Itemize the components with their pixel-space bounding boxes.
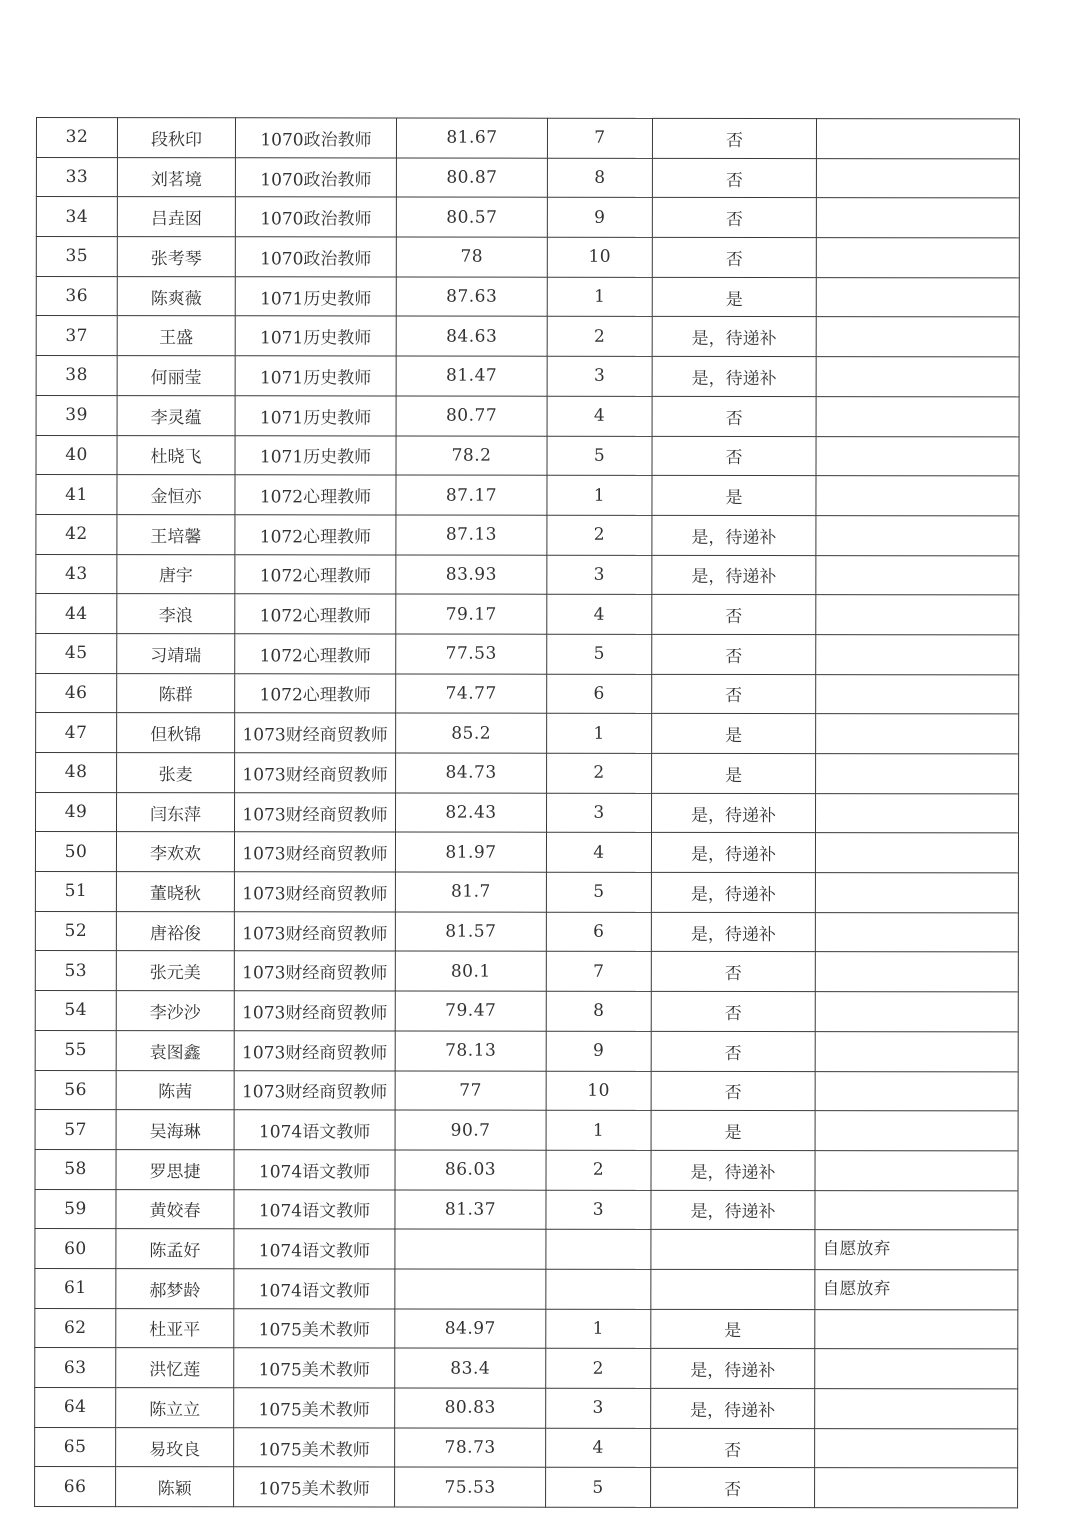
cell-interview-status: 是 bbox=[652, 476, 816, 516]
cell-remark bbox=[816, 357, 1019, 397]
cell-position: 1072心理教师 bbox=[235, 594, 396, 634]
cell-remark bbox=[816, 436, 1019, 476]
cell-score: 80.83 bbox=[395, 1388, 546, 1428]
cell-rank: 3 bbox=[546, 1388, 651, 1428]
cell-interview-status: 是，待递补 bbox=[651, 912, 815, 952]
cell-interview-status bbox=[651, 1269, 815, 1309]
cell-rank: 7 bbox=[547, 118, 652, 158]
cell-score: 78.2 bbox=[396, 436, 547, 476]
cell-score: 80.77 bbox=[396, 396, 547, 436]
cell-name: 陈爽薇 bbox=[117, 276, 235, 316]
cell-remark bbox=[815, 1428, 1018, 1468]
cell-interview-status: 否 bbox=[651, 991, 815, 1031]
cell-interview-status: 否 bbox=[652, 436, 816, 476]
cell-remark bbox=[815, 1309, 1018, 1349]
cell-rank bbox=[546, 1229, 651, 1269]
cell-name: 金恒亦 bbox=[117, 475, 235, 515]
cell-position: 1073财经商贸教师 bbox=[234, 991, 395, 1031]
table-row bbox=[35, 1268, 1018, 1309]
cell-interview-status: 是，待递补 bbox=[651, 833, 815, 873]
cell-position: 1073财经商贸教师 bbox=[235, 792, 396, 832]
cell-score: 83.4 bbox=[395, 1348, 546, 1388]
cell-position: 1072心理教师 bbox=[235, 554, 396, 594]
cell-number: 33 bbox=[36, 157, 117, 197]
cell-remark bbox=[815, 1349, 1018, 1389]
cell-remark bbox=[816, 555, 1019, 595]
cell-number: 41 bbox=[36, 475, 117, 515]
table-row bbox=[35, 1387, 1018, 1428]
cell-remark bbox=[815, 912, 1018, 952]
results-table bbox=[34, 117, 1020, 1508]
cell-remark bbox=[816, 793, 1019, 833]
cell-score: 74.77 bbox=[396, 674, 547, 714]
cell-position: 1075美术教师 bbox=[234, 1427, 395, 1467]
table-row bbox=[36, 276, 1019, 317]
cell-name: 王培馨 bbox=[117, 514, 235, 554]
cell-number: 35 bbox=[36, 237, 117, 277]
cell-interview-status: 是，待递补 bbox=[652, 356, 816, 396]
cell-name: 陈立立 bbox=[116, 1388, 234, 1428]
cell-remark bbox=[815, 1111, 1018, 1151]
cell-name: 张元美 bbox=[116, 951, 234, 991]
cell-position: 1070政治教师 bbox=[235, 237, 396, 277]
table-row bbox=[35, 872, 1018, 913]
cell-number: 62 bbox=[35, 1308, 116, 1348]
cell-interview-status: 否 bbox=[652, 198, 816, 238]
cell-rank: 6 bbox=[547, 674, 652, 714]
cell-position: 1071历史教师 bbox=[235, 356, 396, 396]
cell-score: 84.73 bbox=[396, 753, 547, 793]
cell-remark bbox=[816, 158, 1019, 198]
cell-position: 1072心理教师 bbox=[235, 475, 396, 515]
cell-name: 吴海琳 bbox=[116, 1110, 234, 1150]
table-row bbox=[36, 475, 1019, 516]
cell-score: 81.97 bbox=[395, 832, 546, 872]
cell-rank: 4 bbox=[546, 1428, 651, 1468]
cell-interview-status: 是，待递补 bbox=[651, 1190, 815, 1230]
cell-interview-status: 是 bbox=[651, 1111, 815, 1151]
cell-remark bbox=[815, 992, 1018, 1032]
table-row bbox=[36, 792, 1019, 833]
table-row bbox=[36, 713, 1019, 754]
cell-remark: 自愿放弃 bbox=[815, 1270, 1018, 1310]
cell-number: 34 bbox=[36, 197, 117, 237]
cell-name: 吕垚囡 bbox=[117, 197, 235, 237]
cell-interview-status bbox=[651, 1230, 815, 1270]
cell-position: 1074语文教师 bbox=[234, 1229, 395, 1269]
table-row bbox=[36, 514, 1019, 555]
table-row bbox=[35, 1427, 1018, 1468]
cell-rank: 6 bbox=[546, 912, 651, 952]
cell-interview-status: 是，待递补 bbox=[651, 1349, 815, 1389]
cell-interview-status: 是 bbox=[651, 1309, 815, 1349]
cell-name: 李灵蕴 bbox=[117, 395, 235, 435]
cell-number: 55 bbox=[35, 1030, 116, 1070]
table-row bbox=[36, 316, 1019, 357]
cell-number: 48 bbox=[36, 753, 117, 793]
table-row bbox=[35, 1308, 1018, 1349]
cell-name: 唐裕俊 bbox=[116, 911, 234, 951]
cell-number: 57 bbox=[35, 1110, 116, 1150]
cell-name: 董晓秋 bbox=[116, 872, 234, 912]
table-row bbox=[35, 1030, 1018, 1071]
cell-position: 1073财经商贸教师 bbox=[234, 872, 395, 912]
table-row bbox=[36, 594, 1019, 635]
cell-rank: 4 bbox=[547, 594, 652, 634]
cell-score: 84.63 bbox=[396, 316, 547, 356]
cell-name: 王盛 bbox=[117, 316, 235, 356]
cell-number: 43 bbox=[36, 554, 117, 594]
cell-interview-status: 是，待递补 bbox=[651, 1388, 815, 1428]
cell-name: 李欢欢 bbox=[116, 832, 234, 872]
table-row bbox=[35, 1348, 1018, 1389]
cell-score: 81.47 bbox=[396, 356, 547, 396]
cell-position: 1074语文教师 bbox=[234, 1150, 395, 1190]
cell-rank: 3 bbox=[547, 555, 652, 595]
cell-rank: 1 bbox=[546, 1309, 651, 1349]
cell-score bbox=[395, 1269, 546, 1309]
cell-number: 32 bbox=[36, 118, 117, 158]
cell-position: 1072心理教师 bbox=[235, 673, 396, 713]
cell-score: 90.7 bbox=[395, 1110, 546, 1150]
table-row bbox=[35, 1467, 1018, 1508]
cell-remark: 自愿放弃 bbox=[815, 1230, 1018, 1270]
table-row bbox=[36, 197, 1019, 238]
cell-rank: 3 bbox=[547, 356, 652, 396]
cell-interview-status: 否 bbox=[652, 396, 816, 436]
cell-name: 陈孟好 bbox=[116, 1229, 234, 1269]
cell-remark bbox=[815, 952, 1018, 992]
cell-rank: 1 bbox=[547, 277, 652, 317]
cell-number: 61 bbox=[35, 1268, 116, 1308]
table-row bbox=[36, 118, 1019, 159]
cell-number: 66 bbox=[35, 1467, 116, 1507]
cell-position: 1070政治教师 bbox=[235, 197, 396, 237]
table-row bbox=[36, 673, 1019, 714]
cell-number: 65 bbox=[35, 1427, 116, 1467]
cell-position: 1073财经商贸教师 bbox=[235, 713, 396, 753]
cell-remark bbox=[816, 238, 1019, 278]
cell-remark bbox=[815, 1190, 1018, 1230]
cell-name: 杜亚平 bbox=[116, 1308, 234, 1348]
table-row bbox=[36, 435, 1019, 476]
cell-rank: 4 bbox=[546, 833, 651, 873]
cell-score: 78.73 bbox=[395, 1428, 546, 1468]
cell-position: 1073财经商贸教师 bbox=[235, 753, 396, 793]
cell-score: 79.17 bbox=[396, 594, 547, 634]
cell-name: 陈群 bbox=[117, 673, 235, 713]
cell-score: 87.13 bbox=[396, 515, 547, 555]
cell-position: 1070政治教师 bbox=[235, 118, 396, 158]
cell-name: 洪忆莲 bbox=[116, 1348, 234, 1388]
cell-number: 38 bbox=[36, 356, 117, 396]
table-row bbox=[36, 633, 1019, 674]
cell-number: 45 bbox=[36, 633, 117, 673]
cell-position: 1070政治教师 bbox=[235, 157, 396, 197]
cell-remark bbox=[816, 515, 1019, 555]
cell-name: 李浪 bbox=[117, 594, 235, 634]
cell-interview-status: 是 bbox=[652, 753, 816, 793]
cell-remark bbox=[815, 1468, 1018, 1508]
table-row bbox=[35, 1110, 1018, 1151]
cell-score: 81.37 bbox=[395, 1190, 546, 1230]
cell-rank: 5 bbox=[547, 436, 652, 476]
cell-position: 1073财经商贸教师 bbox=[234, 832, 395, 872]
cell-rank: 5 bbox=[546, 872, 651, 912]
cell-remark bbox=[816, 714, 1019, 754]
table-row bbox=[35, 951, 1018, 992]
cell-number: 46 bbox=[36, 673, 117, 713]
cell-interview-status: 否 bbox=[651, 952, 815, 992]
cell-interview-status: 是，待递补 bbox=[652, 317, 816, 357]
cell-number: 53 bbox=[35, 951, 116, 991]
cell-name: 唐宇 bbox=[117, 554, 235, 594]
cell-score: 87.17 bbox=[396, 475, 547, 515]
cell-name: 易玫良 bbox=[116, 1427, 234, 1467]
cell-rank: 2 bbox=[546, 1349, 651, 1389]
cell-rank: 1 bbox=[546, 1110, 651, 1150]
cell-name: 杜晓飞 bbox=[117, 435, 235, 475]
cell-remark bbox=[815, 1031, 1018, 1071]
cell-rank: 3 bbox=[546, 1190, 651, 1230]
cell-number: 49 bbox=[36, 792, 117, 832]
cell-interview-status: 否 bbox=[651, 1428, 815, 1468]
cell-position: 1071历史教师 bbox=[235, 277, 396, 317]
cell-interview-status: 否 bbox=[651, 1071, 815, 1111]
cell-remark bbox=[816, 317, 1019, 357]
cell-remark bbox=[815, 873, 1018, 913]
cell-remark bbox=[815, 833, 1018, 873]
cell-name: 陈颖 bbox=[116, 1467, 234, 1507]
cell-rank: 9 bbox=[547, 198, 652, 238]
table-row bbox=[36, 753, 1019, 794]
cell-interview-status: 否 bbox=[651, 1031, 815, 1071]
cell-number: 56 bbox=[35, 1070, 116, 1110]
cell-remark bbox=[816, 476, 1019, 516]
cell-score: 80.57 bbox=[396, 197, 547, 237]
cell-score: 80.87 bbox=[396, 158, 547, 198]
cell-rank: 2 bbox=[546, 1150, 651, 1190]
cell-position: 1073财经商贸教师 bbox=[234, 912, 395, 952]
cell-score: 79.47 bbox=[395, 991, 546, 1031]
cell-interview-status: 否 bbox=[652, 595, 816, 635]
cell-score: 78 bbox=[396, 237, 547, 277]
cell-position: 1074语文教师 bbox=[234, 1110, 395, 1150]
cell-remark bbox=[815, 1071, 1018, 1111]
results-table-body bbox=[35, 118, 1020, 1508]
cell-interview-status: 否 bbox=[652, 158, 816, 198]
cell-name: 黄姣春 bbox=[116, 1189, 234, 1229]
cell-score: 86.03 bbox=[395, 1150, 546, 1190]
cell-interview-status: 否 bbox=[652, 674, 816, 714]
cell-position: 1072心理教师 bbox=[235, 515, 396, 555]
cell-rank: 9 bbox=[546, 1031, 651, 1071]
cell-name: 李沙沙 bbox=[116, 991, 234, 1031]
cell-remark bbox=[816, 754, 1019, 794]
cell-position: 1075美术教师 bbox=[234, 1308, 395, 1348]
table-row bbox=[35, 991, 1018, 1032]
table-row bbox=[35, 1149, 1018, 1190]
cell-score: 75.53 bbox=[395, 1467, 546, 1507]
cell-name: 习靖瑞 bbox=[117, 634, 235, 674]
cell-number: 36 bbox=[36, 276, 117, 316]
cell-score: 80.1 bbox=[395, 951, 546, 991]
cell-number: 47 bbox=[36, 713, 117, 753]
cell-interview-status: 是，待递补 bbox=[652, 515, 816, 555]
cell-name: 张麦 bbox=[117, 753, 235, 793]
cell-rank: 3 bbox=[547, 793, 652, 833]
cell-score bbox=[395, 1229, 546, 1269]
cell-score: 78.13 bbox=[395, 1031, 546, 1071]
table-row bbox=[35, 1229, 1018, 1270]
cell-position: 1075美术教师 bbox=[234, 1388, 395, 1428]
table-row bbox=[36, 237, 1019, 278]
table-row bbox=[36, 554, 1019, 595]
cell-score: 83.93 bbox=[396, 555, 547, 595]
cell-interview-status: 否 bbox=[652, 237, 816, 277]
cell-number: 51 bbox=[35, 872, 116, 912]
cell-score: 85.2 bbox=[396, 713, 547, 753]
cell-number: 37 bbox=[36, 316, 117, 356]
cell-name: 刘茗境 bbox=[117, 157, 235, 197]
cell-number: 40 bbox=[36, 435, 117, 475]
cell-number: 52 bbox=[35, 911, 116, 951]
cell-rank: 2 bbox=[547, 317, 652, 357]
cell-rank: 1 bbox=[547, 714, 652, 754]
cell-interview-status: 是，待递补 bbox=[651, 1150, 815, 1190]
table-row bbox=[35, 1189, 1018, 1230]
cell-number: 44 bbox=[36, 594, 117, 634]
cell-remark bbox=[816, 396, 1019, 436]
cell-interview-status: 是 bbox=[652, 277, 816, 317]
cell-rank bbox=[546, 1269, 651, 1309]
cell-remark bbox=[816, 674, 1019, 714]
cell-position: 1071历史教师 bbox=[235, 316, 396, 356]
cell-position: 1073财经商贸教师 bbox=[234, 1031, 395, 1071]
cell-position: 1072心理教师 bbox=[235, 634, 396, 674]
cell-name: 袁图鑫 bbox=[116, 1030, 234, 1070]
cell-name: 闫东萍 bbox=[117, 792, 235, 832]
cell-name: 何丽莹 bbox=[117, 356, 235, 396]
cell-score: 81.67 bbox=[396, 118, 547, 158]
table-row bbox=[36, 157, 1019, 198]
cell-position: 1073财经商贸教师 bbox=[234, 951, 395, 991]
cell-name: 段秋印 bbox=[117, 118, 235, 158]
cell-number: 54 bbox=[35, 991, 116, 1031]
cell-remark bbox=[815, 1389, 1018, 1429]
cell-number: 39 bbox=[36, 395, 117, 435]
cell-position: 1074语文教师 bbox=[234, 1189, 395, 1229]
cell-interview-status: 否 bbox=[652, 634, 816, 674]
cell-rank: 8 bbox=[546, 991, 651, 1031]
cell-name: 张考琴 bbox=[117, 237, 235, 277]
cell-rank: 10 bbox=[546, 1071, 651, 1111]
cell-position: 1071历史教师 bbox=[235, 396, 396, 436]
table-row bbox=[35, 1070, 1018, 1111]
cell-score: 82.43 bbox=[396, 793, 547, 833]
cell-number: 63 bbox=[35, 1348, 116, 1388]
cell-rank: 5 bbox=[547, 634, 652, 674]
cell-remark bbox=[816, 198, 1019, 238]
cell-score: 77 bbox=[395, 1071, 546, 1111]
cell-number: 64 bbox=[35, 1387, 116, 1427]
cell-interview-status: 否 bbox=[652, 118, 816, 158]
cell-number: 50 bbox=[35, 832, 116, 872]
cell-score: 84.97 bbox=[395, 1309, 546, 1349]
table-row bbox=[36, 395, 1019, 436]
cell-rank: 10 bbox=[547, 237, 652, 277]
cell-interview-status: 是 bbox=[652, 714, 816, 754]
cell-number: 58 bbox=[35, 1149, 116, 1189]
table-row bbox=[35, 832, 1018, 873]
cell-rank: 4 bbox=[547, 396, 652, 436]
cell-interview-status: 否 bbox=[651, 1468, 815, 1508]
cell-number: 60 bbox=[35, 1229, 116, 1269]
cell-position: 1075美术教师 bbox=[234, 1467, 395, 1507]
cell-interview-status: 是，待递补 bbox=[652, 793, 816, 833]
cell-remark bbox=[815, 1150, 1018, 1190]
cell-score: 77.53 bbox=[396, 634, 547, 674]
cell-position: 1071历史教师 bbox=[235, 435, 396, 475]
cell-remark bbox=[816, 595, 1019, 635]
cell-number: 42 bbox=[36, 514, 117, 554]
cell-rank: 2 bbox=[547, 753, 652, 793]
cell-interview-status: 是，待递补 bbox=[651, 872, 815, 912]
cell-rank: 1 bbox=[547, 475, 652, 515]
cell-score: 81.57 bbox=[395, 912, 546, 952]
cell-remark bbox=[816, 635, 1019, 675]
cell-rank: 2 bbox=[547, 515, 652, 555]
cell-interview-status: 是，待递补 bbox=[652, 555, 816, 595]
table-row bbox=[36, 356, 1019, 397]
cell-name: 罗思捷 bbox=[116, 1149, 234, 1189]
cell-name: 郝梦龄 bbox=[116, 1269, 234, 1309]
cell-name: 陈茜 bbox=[116, 1070, 234, 1110]
cell-score: 87.63 bbox=[396, 277, 547, 317]
cell-number: 59 bbox=[35, 1189, 116, 1229]
cell-position: 1074语文教师 bbox=[234, 1269, 395, 1309]
cell-score: 81.7 bbox=[395, 872, 546, 912]
cell-position: 1073财经商贸教师 bbox=[234, 1070, 395, 1110]
cell-remark bbox=[816, 119, 1019, 159]
cell-position: 1075美术教师 bbox=[234, 1348, 395, 1388]
cell-rank: 5 bbox=[546, 1468, 651, 1508]
cell-remark bbox=[816, 277, 1019, 317]
cell-rank: 7 bbox=[546, 952, 651, 992]
cell-name: 但秋锦 bbox=[117, 713, 235, 753]
table-row bbox=[35, 911, 1018, 952]
cell-rank: 8 bbox=[547, 158, 652, 198]
